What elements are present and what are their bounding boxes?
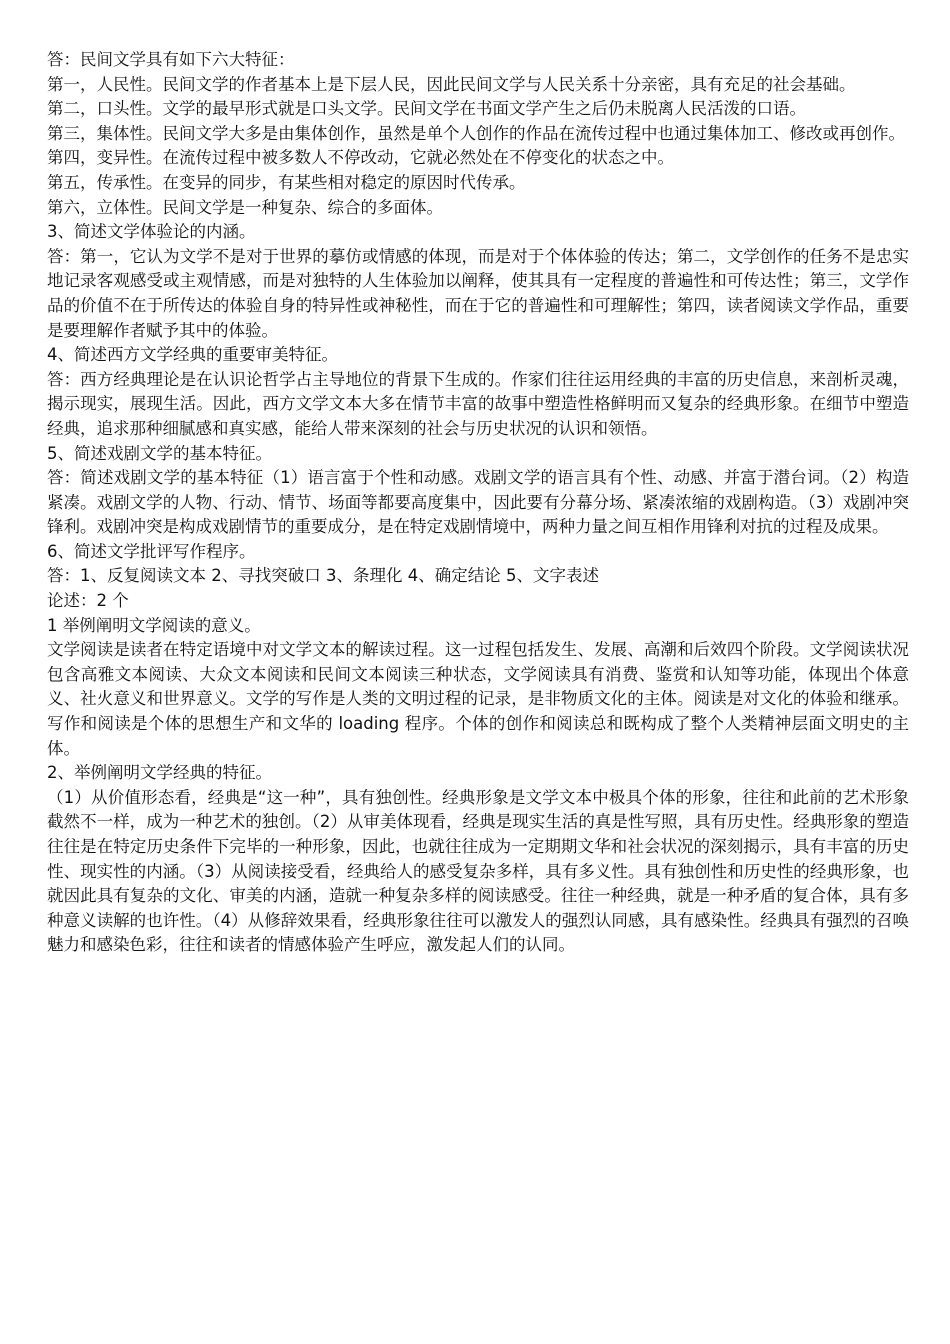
document-body [47, 48, 909, 958]
question-6-answer: 答：1、反复阅读文本 2、寻找突破口 3、条理化 4、确定结论 5、文字表述 [47, 566, 599, 586]
feature-2-paragraph: 第二，口头性。文学的最早形式就是口头文学。民间文学在书面文学产生之后仍未脱离人民活泼的口语。 [47, 99, 806, 119]
question-6-heading: 6、简述文学批评写作程序。 [47, 541, 256, 561]
essay-1-heading: 1 举例阐明文学阅读的意义。 [47, 615, 261, 635]
feature-1-paragraph: 第一，人民性。民间文学的作者基本上是下层人民，因此民间文学与人民关系十分亲密，具有充足的社会基础。 [47, 74, 856, 94]
essay-1-answer: 文学阅读是读者在特定语境中对文学文本的解读过程。这一过程包括发生、发展、高潮和后效四个阶段。文学阅读状况包含高雅文本阅读、大众文本阅读和民间文本阅读三种状态，文学阅读具有消费、鉴赏和认知等功能，体现出个体意义、社火意义和世界意义。文学的写作是人类的文明过程的记录，是非物质文化的主体。阅读是对文化的体验和继承。写作和阅读是个体的思想生产和文华的 loading 程序。个体的创作和阅读总和既构成了整个人类精神层面文明史的主体。 [47, 640, 909, 758]
feature-5-paragraph: 第五，传承性。在变异的同步，有某些相对稳定的原因时代传承。 [47, 172, 526, 192]
answer-intro: 答：民间文学具有如下六大特征： [47, 50, 295, 69]
feature-6-paragraph: 第六，立体性。民间文学是一种复杂、综合的多面体。 [47, 197, 443, 217]
feature-3-paragraph: 第三，集体性。民间文学大多是由集体创作，虽然是单个人创作的作品在流传过程中也通过集体加工、修改或再创作。 [47, 123, 905, 143]
feature-4-paragraph: 第四，变异性。在流传过程中被多数人不停改动，它就必然处在不停变化的状态之中。 [47, 148, 674, 168]
question-3-heading: 3、简述文学体验论的内涵。 [47, 222, 256, 242]
question-5-heading: 5、简述戏剧文学的基本特征。 [47, 443, 272, 463]
essay-2-heading: 2、举例阐明文学经典的特征。 [47, 763, 272, 783]
question-3-answer: 答：第一，它认为文学不是对于世界的摹仿或情感的体现，而是对于个体体验的传达；第二，文学创作的任务不是忠实地记录客观感受或主观情感，而是对独特的人生体验加以阐释，使其具有一定程度的普遍性和可传达性；第三，文学作品的价值不在于所传达的体验自身的特异性或神秘性，而在于它的普遍性和可理解性；第四，读者阅读文学作品，重要是要理解作者赋予其中的体验。 [47, 246, 909, 340]
question-4-answer: 答：西方经典理论是在认识论哲学占主导地位的背景下生成的。作家们往往运用经典的丰富的历史信息，来剖析灵魂，揭示现实，展现生活。因此，西方文学文本大多在情节丰富的故事中塑造性格鲜明而又复杂的经典形象。在细节中塑造经典，追求那种细腻感和真实感，能给人带来深刻的社会与历史状况的认识和领悟。 [47, 369, 909, 438]
essay-2-answer: （1）从价值形态看，经典是“这一种”，具有独创性。经典形象是文学文本中极具个体的形象，往往和此前的艺术形象截然不一样，成为一种艺术的独创。（2）从审美体现看，经典是现实生活的真是性写照，具有历史性。经典形象的塑造往往是在特定历史条件下完毕的一种形象，因此，也就往往成为一定期期文华和社会状况的深刻揭示，具有丰富的历史性、现实性的内涵。（3）从阅读接受看，经典给人的感受复杂多样，具有多义性。具有独创性和历史性的经典形象，也就因此具有复杂的文化、审美的内涵，造就一种复杂多样的阅读感受。往往一种经典，就是一种矛盾的复合体，具有多种意义读解的也许性。（4）从修辞效果看，经典形象往往可以激发人的强烈认同感，具有感染性。经典具有强烈的召唤魅力和感染色彩，往往和读者的情感体验产生呼应，激发起人们的认同。 [47, 787, 909, 955]
question-4-heading: 4、简述西方文学经典的重要审美特征。 [47, 345, 338, 365]
question-5-answer: 答：简述戏剧文学的基本特征（1）语言富于个性和动感。戏剧文学的语言具有个性、动感、并富于潜台词。（2）构造紧凑。戏剧文学的人物、行动、情节、场面等都要高度集中，因此要有分幕分场、紧凑浓缩的戏剧构造。（3）戏剧冲突锋利。戏剧冲突是构成戏剧情节的重要成分，是在特定戏剧情境中，两种力量之间互相作用锋利对抗的过程及成果。 [47, 468, 909, 537]
essay-section-heading: 论述：2 个 [47, 591, 129, 611]
